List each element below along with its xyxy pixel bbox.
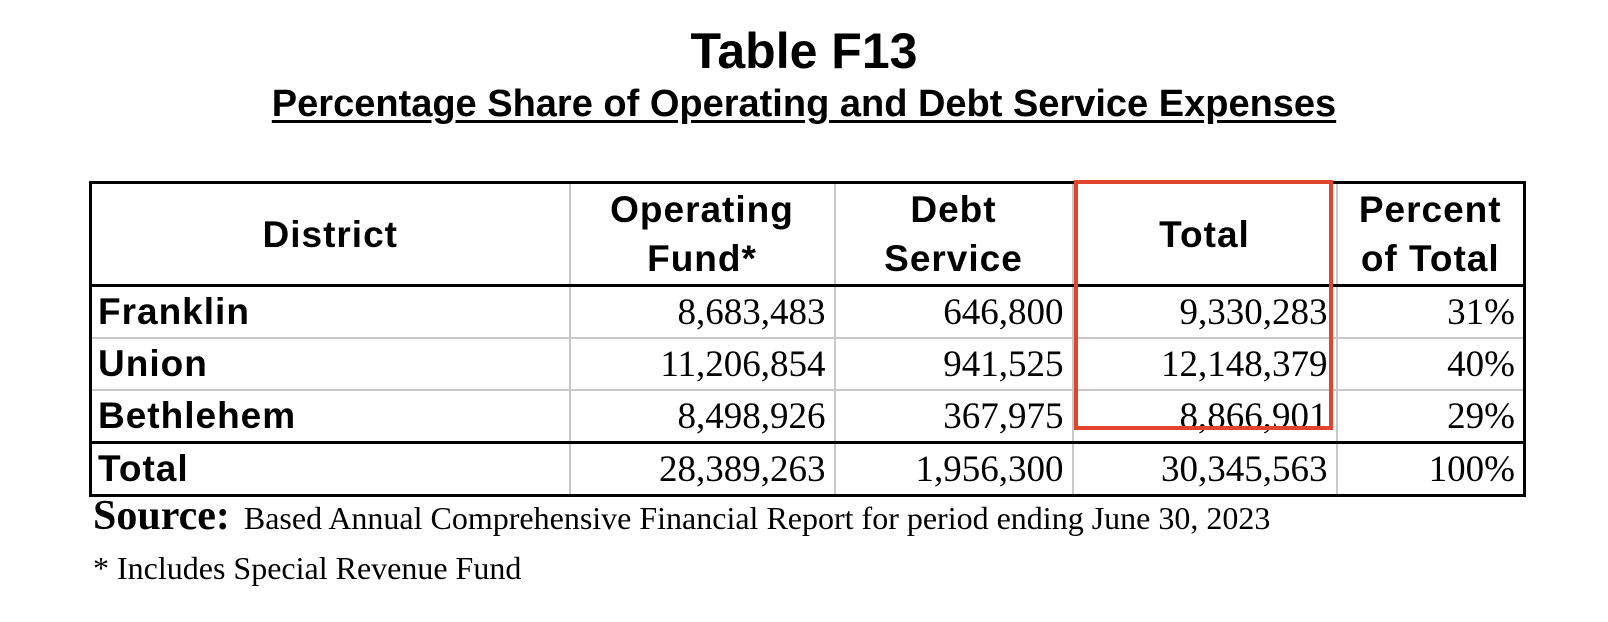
cell-district: Bethlehem	[91, 390, 570, 443]
cell-operating: 8,498,926	[570, 390, 835, 443]
cell-debt: 646,800	[835, 286, 1073, 339]
source-label: Source:	[93, 493, 230, 539]
cell-percent: 40%	[1337, 338, 1525, 390]
cell-district: Franklin	[91, 286, 570, 339]
header-row	[91, 183, 1525, 286]
table-row	[91, 338, 1525, 390]
header-operating-fund: Operating Fund*	[570, 183, 835, 286]
cell-total: 9,330,283	[1073, 286, 1337, 339]
cell-debt: 941,525	[835, 338, 1073, 390]
cell-total: 12,148,379	[1073, 338, 1337, 390]
footnote: * Includes Special Revenue Fund	[93, 550, 522, 586]
cell-percent: 100%	[1337, 443, 1525, 496]
cell-district: Union	[91, 338, 570, 390]
cell-debt: 367,975	[835, 390, 1073, 443]
table-row	[91, 286, 1525, 339]
source-text: Based Annual Comprehensive Financial Report for period ending June 30, 2023	[243, 500, 1271, 536]
table-title: Table F13	[690, 23, 918, 79]
header-debt-service: Debt Service	[835, 183, 1073, 286]
cell-percent: 29%	[1337, 390, 1525, 443]
table-row	[91, 390, 1525, 443]
cell-total: 8,866,901	[1073, 390, 1337, 443]
cell-operating: 28,389,263	[570, 443, 835, 496]
table-subtitle: Percentage Share of Operating and Debt Service Expenses	[271, 83, 1337, 125]
header-percent-of-total: Percent of Total	[1337, 183, 1525, 286]
source-note	[93, 493, 1271, 539]
expenses-table	[89, 181, 1526, 497]
cell-percent: 31%	[1337, 286, 1525, 339]
cell-district: Total	[98, 448, 189, 489]
header-total: Total	[1073, 183, 1337, 286]
cell-total: 30,345,563	[1073, 443, 1337, 496]
header-district: District	[91, 183, 570, 286]
cell-operating: 8,683,483	[570, 286, 835, 339]
cell-operating: 11,206,854	[570, 338, 835, 390]
total-row	[91, 443, 1525, 496]
cell-debt: 1,956,300	[835, 443, 1073, 496]
